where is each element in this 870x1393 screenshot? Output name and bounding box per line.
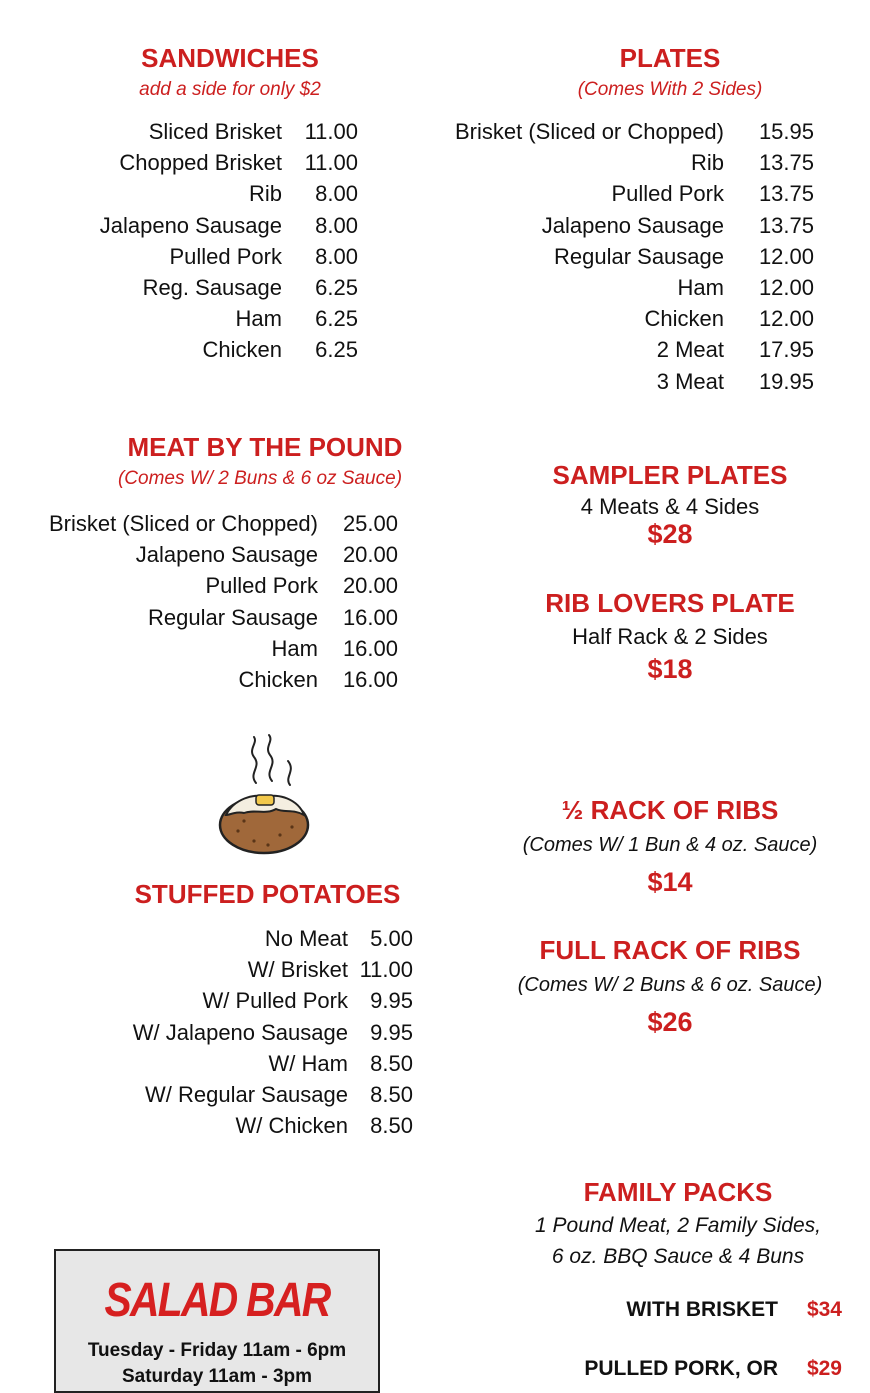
- menu-item-name: Sliced Brisket: [148, 119, 282, 144]
- sampler-price: $28: [647, 519, 693, 549]
- meat-by-pound-title: MEAT BY THE POUND: [127, 432, 403, 462]
- menu-item-row: [0, 1017, 413, 1048]
- half-rack-desc: (Comes W/ 1 Bun & 4 oz. Sauce): [522, 834, 818, 856]
- family-packs-title: FAMILY PACKS: [583, 1177, 773, 1207]
- menu-item-price: 6.25: [315, 306, 358, 332]
- menu-item-row: [0, 210, 814, 241]
- menu-item-price: 9.95: [370, 988, 413, 1014]
- baked-potato-icon: [214, 733, 314, 858]
- plates-title: PLATES: [619, 43, 721, 73]
- family-packs-desc-line2: 6 oz. BBQ Sauce & 4 Buns: [551, 1245, 805, 1268]
- menu-item-name: Jalapeno Sausage: [135, 542, 318, 568]
- menu-item-row: [0, 366, 814, 397]
- menu-item-price: 13.75: [758, 150, 814, 176]
- plates-subtitle: (Comes With 2 Sides): [577, 79, 763, 100]
- menu-item-row: [0, 664, 398, 695]
- menu-item-row: [0, 303, 814, 334]
- menu-item-name: Pulled Pork: [169, 243, 282, 269]
- menu-item-name: W/ Brisket: [247, 957, 348, 983]
- half-rack-price: $14: [647, 867, 693, 897]
- menu-item-name: 3 Meat: [656, 368, 724, 394]
- menu-item-price: 8.50: [370, 1050, 413, 1076]
- menu-item-name: Jalapeno Sausage: [541, 212, 724, 238]
- menu-item-row: [0, 602, 398, 633]
- menu-item-name: Chopped Brisket: [119, 150, 282, 176]
- menu-item-row: [0, 508, 398, 539]
- menu-item-name: W/ Pulled Pork: [202, 988, 348, 1014]
- menu-item-price: 25.00: [342, 511, 398, 536]
- menu-item-name: Regular Sausage: [553, 243, 724, 269]
- rib-lovers-title: RIB LOVERS PLATE: [545, 588, 795, 618]
- menu-item-price: 8.50: [370, 1082, 413, 1107]
- menu-item-price: 15.95: [758, 119, 814, 144]
- menu-item-row: [0, 1048, 413, 1079]
- menu-item-row: [0, 147, 814, 178]
- menu-item-price: 16.00: [342, 635, 398, 661]
- menu-item-name: W/ Regular Sausage: [145, 1082, 348, 1107]
- menu-item-price: 20.00: [342, 573, 398, 599]
- menu-item-price: 8.50: [370, 1113, 413, 1139]
- menu-item-row: [0, 272, 814, 303]
- menu-item-row: [0, 570, 398, 601]
- sandwiches-subtitle: add a side for only $2: [139, 79, 321, 100]
- half-rack-title: ½ RACK OF RIBS: [561, 795, 779, 825]
- menu-item-price: 19.95: [758, 368, 814, 394]
- family-packs-desc-line1: 1 Pound Meat, 2 Family Sides,: [535, 1214, 821, 1237]
- menu-item-name: Ham: [677, 275, 724, 300]
- menu-item-name: W/ Chicken: [235, 1113, 348, 1139]
- menu-item-row: [0, 923, 413, 954]
- family-pack-name: PULLED PORK, OR: [584, 1357, 778, 1380]
- menu-item-name: Ham: [235, 306, 282, 332]
- sampler-title: SAMPLER PLATES: [552, 460, 788, 490]
- menu-item-price: 6.25: [315, 337, 358, 363]
- menu-item-price: 13.75: [758, 212, 814, 238]
- family-pack-price: $34: [806, 1298, 842, 1321]
- sandwiches-title: SANDWICHES: [141, 43, 319, 73]
- rib-lovers-desc: Half Rack & 2 Sides: [572, 624, 768, 649]
- menu-item-name: Rib: [690, 150, 724, 176]
- salad-bar-hours-saturday: Saturday 11am - 3pm: [121, 1366, 313, 1387]
- menu-item-name: 2 Meat: [656, 337, 724, 363]
- menu-item-price: 16.00: [342, 604, 398, 630]
- menu-item-price: 11.00: [359, 957, 413, 983]
- menu-item-name: No Meat: [264, 926, 348, 951]
- menu-item-price: 13.75: [758, 181, 814, 207]
- menu-item-name: Chicken: [238, 667, 318, 692]
- menu-item-name: W/ Jalapeno Sausage: [132, 1019, 348, 1045]
- menu-item-name: Brisket (Sliced or Chopped): [454, 119, 724, 144]
- menu-item-price: 8.00: [315, 243, 358, 269]
- menu-item-price: 20.00: [342, 542, 398, 568]
- menu-item-row: [0, 539, 398, 570]
- family-pack-name: WITH BRISKET: [626, 1298, 778, 1321]
- menu-item-price: 12.00: [758, 306, 814, 332]
- menu-item-price: 9.95: [370, 1019, 413, 1045]
- menu-item-name: Regular Sausage: [147, 604, 318, 630]
- menu-item-price: 17.95: [758, 337, 814, 363]
- menu-item-row: [0, 1079, 413, 1110]
- potatoes-title: STUFFED POTATOES: [134, 879, 401, 909]
- menu-item-row: [0, 985, 413, 1016]
- salad-bar-hours-weekday: Tuesday - Friday 11am - 6pm: [87, 1340, 347, 1361]
- menu-item-price: 5.00: [370, 926, 413, 951]
- menu-item-name: Pulled Pork: [205, 573, 318, 599]
- menu-item-name: Pulled Pork: [611, 181, 724, 207]
- menu-item-price: 6.25: [315, 275, 358, 300]
- menu-item-row: [0, 116, 814, 147]
- salad-bar-box: [54, 1249, 380, 1393]
- menu-item-name: W/ Ham: [268, 1050, 348, 1076]
- menu-item-row: [0, 178, 814, 209]
- rib-lovers-price: $18: [647, 654, 693, 684]
- menu-item-name: Reg. Sausage: [142, 275, 282, 300]
- menu-item-price: 11.00: [304, 150, 358, 176]
- salad-bar-title: SALAD BAR: [104, 1274, 330, 1327]
- sampler-desc: 4 Meats & 4 Sides: [580, 494, 760, 519]
- meat-by-pound-subtitle: (Comes W/ 2 Buns & 6 oz Sauce): [117, 468, 403, 489]
- menu-item-row: [0, 241, 814, 272]
- menu-item-name: Ham: [271, 635, 318, 661]
- menu-item-price: 11.00: [304, 119, 358, 144]
- menu-item-name: Jalapeno Sausage: [99, 212, 282, 238]
- menu-item-price: 12.00: [758, 275, 814, 300]
- menu-item-row: [0, 954, 413, 985]
- menu-item-row: [0, 633, 398, 664]
- menu-item-name: Chicken: [202, 337, 282, 363]
- full-rack-price: $26: [647, 1007, 693, 1037]
- menu-item-price: 16.00: [342, 667, 398, 692]
- menu-item-price: 12.00: [758, 243, 814, 269]
- menu-item-price: 8.00: [315, 181, 358, 207]
- menu-item-row: [0, 1110, 413, 1141]
- menu-item-row: [0, 334, 814, 365]
- menu-item-price: 8.00: [315, 212, 358, 238]
- menu-item-name: Chicken: [644, 306, 724, 332]
- family-pack-price: $29: [806, 1357, 842, 1380]
- full-rack-title: FULL RACK OF RIBS: [539, 935, 801, 965]
- menu-item-name: Rib: [248, 181, 282, 207]
- full-rack-desc: (Comes W/ 2 Buns & 6 oz. Sauce): [517, 974, 823, 996]
- menu-item-name: Brisket (Sliced or Chopped): [48, 511, 318, 536]
